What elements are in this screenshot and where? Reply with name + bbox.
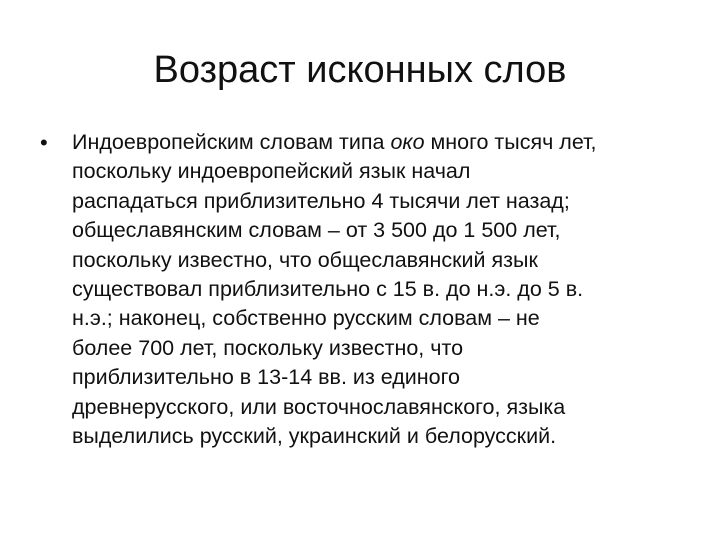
bullet-dot-icon: •: [40, 130, 48, 155]
text-line-1-start: Индоевропейским словам типа: [72, 130, 391, 154]
text-line-10: древнерусского, или восточнославянского, языка: [72, 394, 566, 419]
text-line-6: существовал приблизительно с 15 в. до н.э. до 5 в.: [72, 277, 584, 302]
text-line-3: распадаться приблизительно 4 тысячи лет назад;: [72, 188, 570, 213]
italic-term: око: [390, 130, 425, 154]
text-line-1-end: много тысяч лет,: [424, 130, 597, 154]
slide-title: Возраст исконных слов: [153, 49, 567, 91]
text-line-11: выделились русский, украинский и белорусский.: [72, 424, 557, 449]
text-line-5: поскольку известно, что общеславянский язык: [72, 247, 538, 272]
text-line-8: более 700 лет, поскольку известно, что: [72, 335, 464, 360]
text-line-4: общеславянским словам – от 3 500 до 1 500 лет,: [72, 218, 561, 243]
text-line-2: поскольку индоевропейский язык начал: [72, 159, 471, 184]
text-line-7: н.э.; наконец, собственно русским словам – не: [72, 306, 540, 331]
text-line-9: приблизительно в 13-14 вв. из единого: [72, 365, 460, 390]
bullet-paragraph: [72, 128, 682, 451]
text-line-1: [72, 128, 682, 157]
